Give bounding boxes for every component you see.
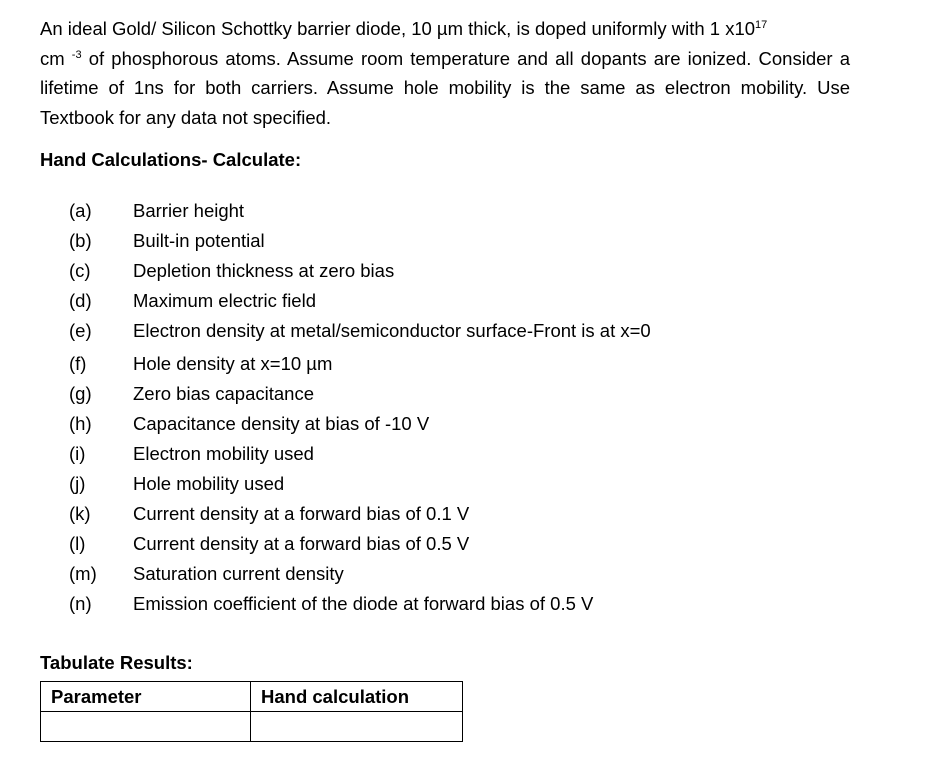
item-label: (e) <box>69 320 92 341</box>
list-item <box>69 351 651 381</box>
item-label: (a) <box>69 200 92 221</box>
table-row <box>41 712 463 742</box>
item-text: Capacitance density at bias of -10 V <box>133 413 430 434</box>
list-item <box>69 228 651 258</box>
item-text: Current density at a forward bias of 0.5 V <box>133 533 470 554</box>
item-label: (m) <box>69 563 97 584</box>
list-item <box>69 441 651 471</box>
problem-statement <box>40 14 850 132</box>
item-text: Built-in potential <box>133 230 265 251</box>
item-label: (j) <box>69 473 86 494</box>
item-text: Zero bias capacitance <box>133 383 314 404</box>
list-item <box>69 471 651 501</box>
item-text: Electron density at metal/semiconductor surface-Front is at x=0 <box>133 320 651 341</box>
item-label: (b) <box>69 230 92 251</box>
list-item <box>69 561 651 591</box>
item-label: (k) <box>69 503 91 524</box>
list-item <box>69 288 651 318</box>
list-item <box>69 198 651 228</box>
item-label: (d) <box>69 290 92 311</box>
item-label: (f) <box>69 353 87 374</box>
list-item <box>69 258 651 288</box>
exponent-17: 17 <box>755 19 768 31</box>
list-item <box>69 381 651 411</box>
intro-text-2: cm <box>40 47 72 69</box>
header-hand-calculation: Hand calculation <box>251 682 463 712</box>
tabulate-results-heading: Tabulate Results: <box>40 652 193 673</box>
intro-text-1: An ideal Gold/ Silicon Schottky barrier diode, 10 µm thick, is doped uniformly with 1 x10 <box>40 18 756 39</box>
item-text: Current density at a forward bias of 0.1 V <box>133 503 470 524</box>
intro-text-3: of phosphorous atoms. Assume room temperature and all dopants are ionized. Consider a lifetime of 1ns for both carriers. Assume hole mobility is the same as electron mobility. Use Textbook for any data not specified. <box>40 47 850 128</box>
item-text: Electron mobility used <box>133 443 314 464</box>
list-item <box>69 501 651 531</box>
item-label: (i) <box>69 443 86 464</box>
item-text: Hole density at x=10 µm <box>133 353 333 374</box>
list-item <box>69 318 651 348</box>
header-parameter: Parameter <box>41 682 251 712</box>
problem-document <box>40 14 850 707</box>
item-text: Maximum electric field <box>133 290 316 311</box>
item-text: Barrier height <box>133 200 245 221</box>
list-item <box>69 411 651 441</box>
item-text: Emission coefficient of the diode at forward bias of 0.5 V <box>133 593 594 614</box>
list-item <box>69 591 651 621</box>
exponent-minus-3: -3 <box>71 48 82 61</box>
table-cell <box>41 712 251 742</box>
item-label: (l) <box>69 533 86 554</box>
table-cell <box>251 712 463 742</box>
item-label: (c) <box>69 260 91 281</box>
item-text: Depletion thickness at zero bias <box>133 260 395 281</box>
item-label: (g) <box>69 383 92 404</box>
hand-calculations-heading: Hand Calculations- Calculate: <box>40 149 302 170</box>
item-label: (n) <box>69 593 92 614</box>
calculation-list <box>69 198 651 621</box>
list-item <box>69 531 651 561</box>
item-label: (h) <box>69 413 92 434</box>
item-text: Hole mobility used <box>133 473 285 494</box>
table-header-row <box>41 682 463 712</box>
item-text: Saturation current density <box>133 563 344 584</box>
results-table <box>40 681 463 742</box>
